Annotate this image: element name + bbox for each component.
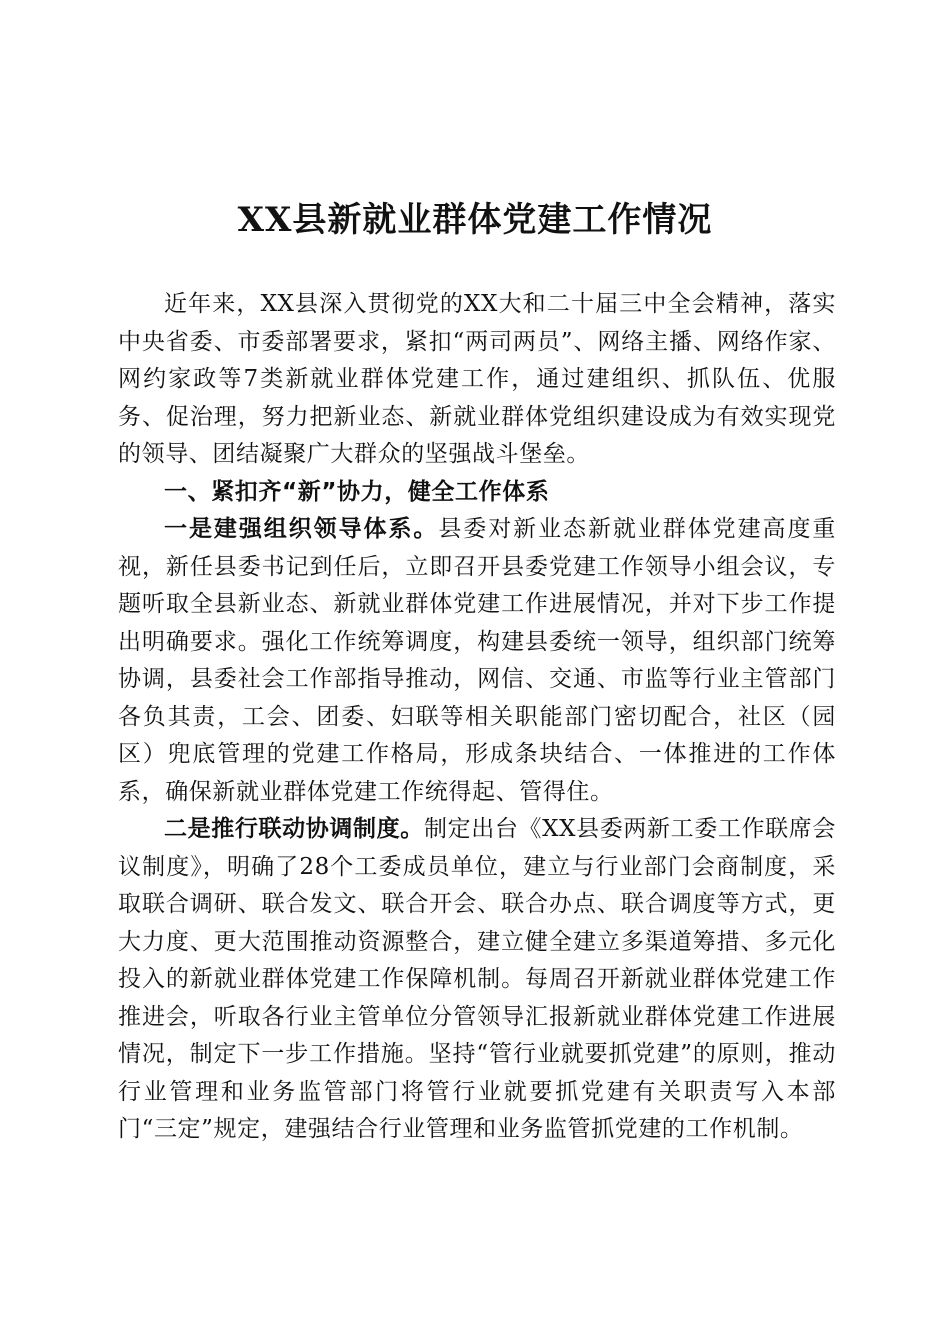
document-title: XX县新就业群体党建工作情况 — [237, 200, 713, 240]
section-heading-1: 一、紧扣齐“新”协力，健全工作体系 — [164, 478, 550, 505]
section1-paragraph-1 — [118, 511, 836, 811]
paragraph-text-1: 县委对新业态新就业群体党建高度重视，新任县委书记到任后，立即召开县委党建工作领导小组会议，专题听取全县新业态、新就业群体党建工作进展情况，并对下步工作提出明确要求。强化工作统筹调度，构建县委统一领导，组织部门统筹协调，县委社会工作部指导推动，网信、交通、市监等行业主管部门各负其责，工会、团委、妇联等相关职能部门密切配合，社区（园区）兜底管理的党建工作格局，形成条块结合、一体推进的工作体系，确保新就业群体党建工作统得起、管得住。 — [118, 516, 836, 805]
paragraph-lead-2: 二是推行联动协调制度。 — [164, 816, 424, 842]
document-body — [118, 286, 836, 1149]
paragraph-lead-1: 一是建强组织领导体系。 — [164, 516, 439, 542]
section1-paragraph-2 — [118, 811, 836, 1149]
intro-paragraph: 近年来，XX县深入贯彻党的XX大和二十届三中全会精神，落实中央省委、市委部署要求，紧扣“两司两员”、网络主播、网络作家、网约家政等7类新就业群体党建工作，通过建组织、抓队伍、优服务、促治理，努力把新业态、新就业群体党组织建设成为有效实现党的领导、团结凝聚广大群众的坚强战斗堡垒。 — [118, 291, 836, 467]
paragraph-text-2: 制定出台《XX县委两新工委工作联席会议制度》，明确了28个工委成员单位，建立与行业部门会商制度，采取联合调研、联合发文、联合开会、联合办点、联合调度等方式，更大力度、更大范围推动资源整合，建立健全建立多渠道筹措、多元化投入的新就业群体党建工作保障机制。每周召开新就业群体党建工作推进会，听取各行业主管单位分管领导汇报新就业群体党建工作进展情况，制定下一步工作措施。坚持“管行业就要抓党建”的原则，推动行业管理和业务监管部门将管行业就要抓党建有关职责写入本部门“三定”规定，建强结合行业管理和业务监管抓党建的工作机制。 — [118, 816, 836, 1142]
